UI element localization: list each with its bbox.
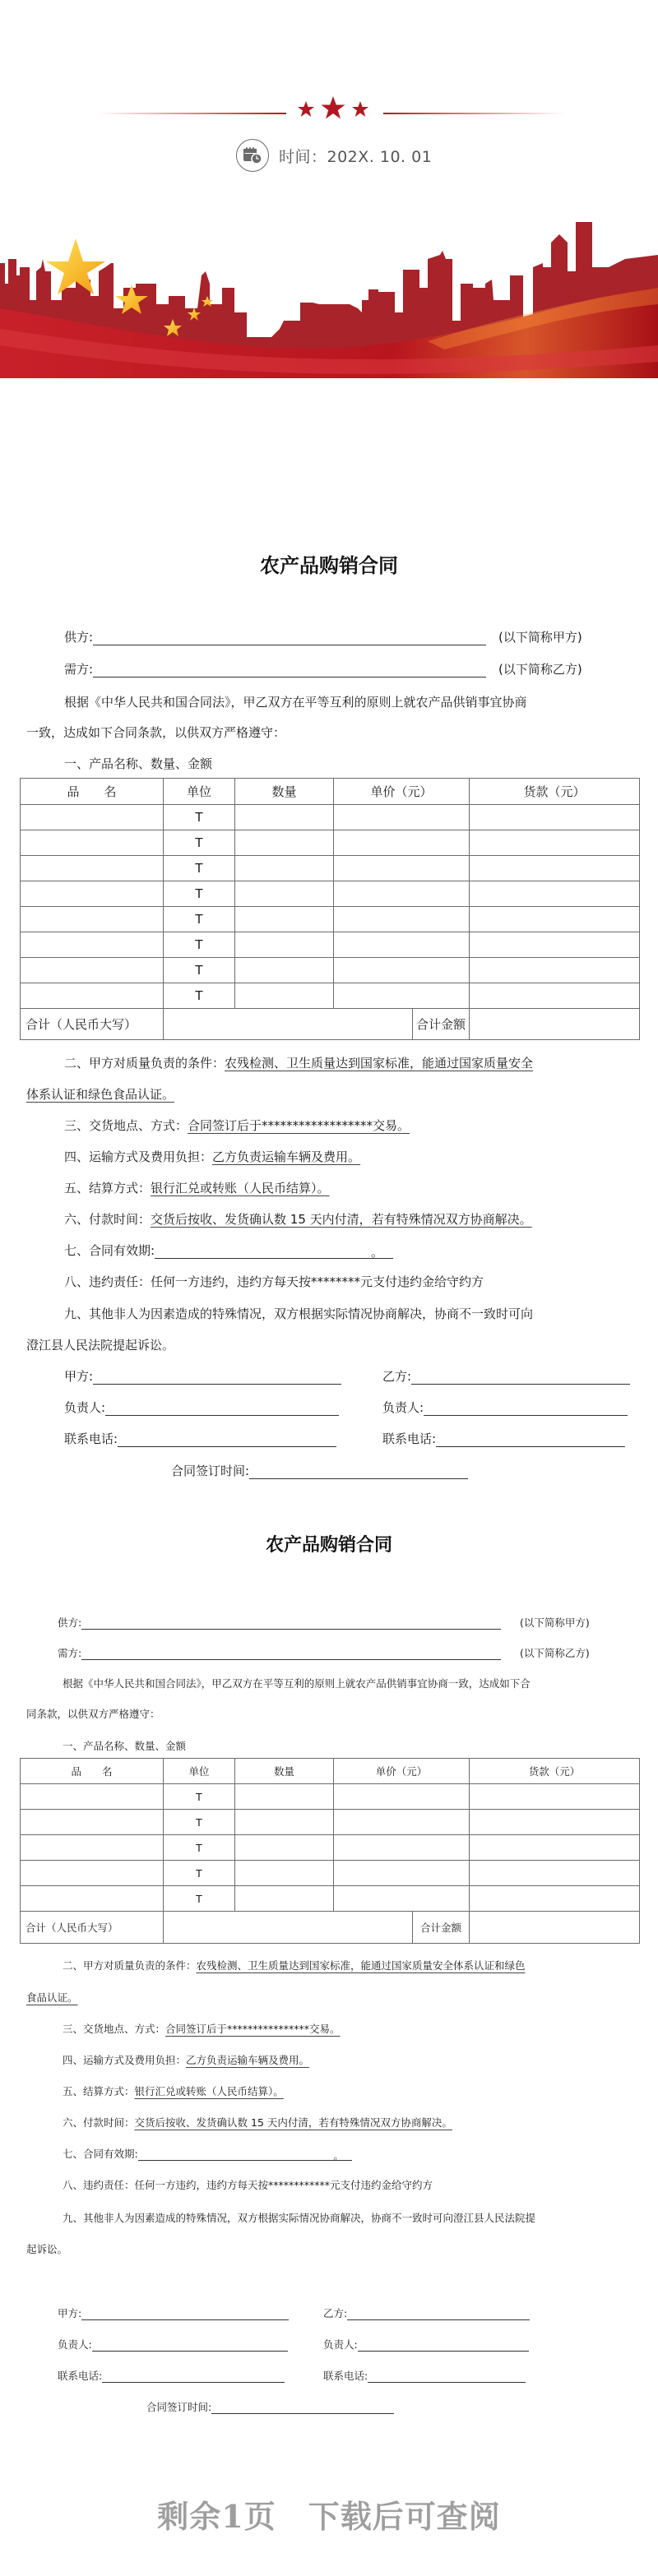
party-b-input[interactable] [411, 1369, 630, 1385]
cell-qty[interactable] [235, 932, 334, 958]
clause3-value: 合同签订后于****************交易。 [165, 2023, 341, 2035]
clause3 [63, 2021, 341, 2036]
clause5 [63, 2083, 284, 2098]
cell-unit: T [164, 907, 235, 932]
cell-name[interactable] [21, 856, 164, 881]
supplier-suffix: (以下简称甲方) [498, 630, 582, 645]
party-b-label: 乙方: [382, 1369, 412, 1384]
clause6 [64, 1210, 532, 1228]
cell-amount[interactable] [470, 983, 640, 1009]
cell-qty[interactable] [235, 1784, 334, 1810]
clause7-end: 。 [371, 1245, 384, 1260]
col-header-amount: 货款（元） [470, 1759, 640, 1784]
phone-a-label: 联系电话: [64, 1431, 118, 1446]
table-row [21, 881, 640, 907]
cell-price[interactable] [334, 1835, 470, 1861]
clause3-label: 三、交货地点、方式： [63, 2023, 166, 2035]
three-stars-icon [292, 92, 374, 125]
col-header-unit: 单位 [164, 779, 235, 805]
supplier-input[interactable] [93, 630, 486, 645]
cell-price[interactable] [334, 1810, 470, 1835]
table-row [21, 805, 640, 830]
phone-a-input[interactable] [102, 2370, 285, 2383]
cell-unit: T [164, 881, 235, 907]
clause2-continued: 食品认证。 [26, 1991, 78, 2004]
contract2-buyer-row [58, 1645, 501, 1660]
total-amount-cell[interactable] [470, 1009, 640, 1040]
cell-price[interactable] [334, 1784, 470, 1810]
cell-qty[interactable] [235, 805, 334, 830]
cell-amount[interactable] [470, 856, 640, 881]
cell-name[interactable] [21, 983, 164, 1009]
cell-qty[interactable] [235, 881, 334, 907]
clause2-label: 二、甲方对质量负责的条件： [63, 1959, 197, 1972]
person-a-label: 负责人: [64, 1400, 106, 1415]
cell-price[interactable] [334, 1861, 470, 1886]
clause2 [64, 1054, 533, 1071]
person-b-input[interactable] [358, 2338, 529, 2352]
sign-party-a [58, 2305, 289, 2320]
clause9-line1: 九、其他非人为因素造成的特殊情况，双方根据实际情况协商解决，协商不一致时可向澄江县人民法院提 [63, 2212, 536, 2224]
clause5-label: 五、结算方式： [63, 2085, 135, 2097]
date-row [236, 137, 432, 173]
star-icon [352, 101, 368, 117]
table-row [21, 907, 640, 932]
cell-unit: T [164, 1784, 235, 1810]
buyer-suffix: (以下简称乙方) [520, 1647, 590, 1659]
sign-person-b [323, 2337, 529, 2352]
sign-date-input[interactable] [249, 1464, 468, 1479]
table-row [21, 830, 640, 856]
cell-name[interactable] [21, 805, 164, 830]
buyer-input[interactable] [93, 662, 486, 678]
clause2-value: 农残检测、卫生质量达到国家标准，能通过国家质量安全体系认证和绿色 [196, 1959, 526, 1972]
cell-amount[interactable] [470, 958, 640, 983]
cell-price[interactable] [334, 958, 470, 983]
table-total-row [21, 1009, 640, 1040]
cell-amount[interactable] [470, 1835, 640, 1861]
cell-unit: T [164, 1810, 235, 1835]
cell-price[interactable] [334, 932, 470, 958]
sign-party-b [382, 1367, 630, 1385]
cell-amount[interactable] [470, 1784, 640, 1810]
table-total-row [21, 1912, 640, 1944]
table-row [21, 983, 640, 1009]
sign-person-b [382, 1399, 628, 1416]
intro-line1: 根据《中华人民共和国合同法》，甲乙双方在平等互利的原则上就农产品供销事宜协商一致，达成如下合 [63, 1677, 531, 1690]
party-a-input[interactable] [93, 1369, 341, 1385]
cell-unit: T [164, 983, 235, 1009]
cell-amount[interactable] [470, 881, 640, 907]
total-words-cell[interactable] [164, 1009, 413, 1040]
sign-date [146, 2399, 394, 2414]
clause5-label: 五、结算方式： [64, 1181, 151, 1196]
person-b-label: 负责人: [323, 2338, 358, 2351]
sign-date-label: 合同签订时间: [146, 2401, 212, 2413]
col-header-name: 品 名 [21, 1759, 164, 1784]
cell-unit: T [164, 1861, 235, 1886]
cell-qty[interactable] [235, 830, 334, 856]
sign-date-label: 合同签订时间: [171, 1464, 250, 1478]
total-label: 合计（人民币大写） [21, 1912, 164, 1944]
col-header-name: 品 名 [21, 779, 164, 805]
phone-b-label: 联系电话: [382, 1431, 437, 1446]
table-row [21, 856, 640, 881]
intro-line1: 根据《中华人民共和国合同法》，甲乙双方在平等互利的原则上就农产品供销事宜协商 [64, 695, 527, 710]
table-row [21, 932, 640, 958]
cell-qty[interactable] [235, 1835, 334, 1861]
clause4-value: 乙方负责运输车辆及费用。 [212, 1149, 361, 1164]
intro-line2: 同条款，以供双方严格遵守： [26, 1708, 160, 1720]
phone-a-input[interactable] [118, 1431, 336, 1447]
contract1-buyer-row [64, 660, 486, 678]
clause3 [64, 1117, 410, 1134]
sign-phone-b [323, 2368, 526, 2383]
phone-b-label: 联系电话: [323, 2370, 368, 2382]
clause2-value: 农残检测、卫生质量达到国家标准，能通过国家质量安全 [225, 1056, 534, 1071]
sign-phone-a [64, 1430, 336, 1447]
person-b-label: 负责人: [382, 1400, 424, 1415]
cell-qty[interactable] [235, 907, 334, 932]
contract2-supplier-row [58, 1615, 501, 1630]
cell-qty[interactable] [235, 1861, 334, 1886]
supplier-input[interactable] [81, 1616, 501, 1630]
clause7-end: 。 [333, 2149, 344, 2162]
cell-amount[interactable] [470, 907, 640, 932]
star-icon [322, 96, 345, 119]
total-label: 合计（人民币大写） [21, 1009, 164, 1040]
clause3-label: 三、交货地点、方式： [64, 1118, 188, 1133]
person-a-input[interactable] [105, 1400, 339, 1416]
cell-unit: T [164, 958, 235, 983]
sign-person-a [64, 1399, 339, 1416]
sign-person-a [58, 2337, 288, 2352]
clause4-label: 四、运输方式及费用负担： [63, 2054, 187, 2066]
contract1-title: 农产品购销合同 [260, 554, 398, 577]
supplier-suffix: (以下简称甲方) [520, 1616, 590, 1629]
col-header-price: 单价（元） [334, 779, 470, 805]
party-a-label: 甲方: [64, 1369, 94, 1384]
contract1-goods-table [20, 778, 640, 1040]
total-amount-label: 合计金额 [413, 1912, 470, 1944]
clause6-label: 六、付款时间： [63, 2116, 135, 2129]
table-row [21, 1810, 640, 1835]
section1-heading: 一、产品名称、数量、金额 [64, 756, 213, 771]
clause2 [63, 1958, 526, 1972]
clause6-value: 交货后按收、发货确认数 15 天内付清，若有特殊情况双方协商解决。 [151, 1212, 532, 1227]
phone-a-label: 联系电话: [58, 2370, 103, 2382]
clause8: 八、违约责任：任何一方违约，违约方每天按************元支付违约金给守约方 [63, 2179, 433, 2191]
cell-name[interactable] [21, 958, 164, 983]
total-amount-label: 合计金额 [413, 1009, 470, 1040]
clause5 [64, 1179, 330, 1196]
cell-unit: T [164, 932, 235, 958]
party-a-input[interactable] [81, 2307, 289, 2320]
col-header-qty: 数量 [235, 779, 334, 805]
clause3-value: 合同签订后于******************交易。 [188, 1118, 410, 1133]
clause4 [63, 2052, 309, 2067]
intro-line2: 一致，达成如下合同条款，以供双方严格遵守： [26, 725, 286, 740]
cell-price[interactable] [334, 1886, 470, 1912]
remaining-pages-notice[interactable]: 剩余1页 下载后可查阅 [157, 2498, 501, 2535]
supplier-label: 供方: [58, 1616, 82, 1629]
cell-amount[interactable] [470, 1886, 640, 1912]
col-header-qty: 数量 [235, 1759, 334, 1784]
contract2-title: 农产品购销合同 [265, 1535, 392, 1556]
table-row [21, 958, 640, 983]
star-icon [298, 101, 314, 117]
cell-amount[interactable] [470, 830, 640, 856]
contract1-supplier-row [64, 628, 486, 645]
clause5-value: 银行汇兑或转账（人民币结算）。 [151, 1181, 330, 1196]
cell-unit: T [164, 856, 235, 881]
col-header-price: 单价（元） [334, 1759, 470, 1784]
party-a-label: 甲方: [58, 2307, 82, 2319]
cell-amount[interactable] [470, 932, 640, 958]
section1-heading: 一、产品名称、数量、金额 [63, 1740, 187, 1752]
calendar-clock-icon [236, 139, 269, 172]
clause6 [63, 2115, 452, 2130]
clause7 [64, 1242, 393, 1259]
buyer-suffix: (以下简称乙方) [498, 662, 582, 677]
cell-qty[interactable] [235, 983, 334, 1009]
sign-party-a [64, 1367, 341, 1385]
cell-price[interactable] [334, 805, 470, 830]
cell-name[interactable] [21, 1810, 164, 1835]
cell-unit: T [164, 1835, 235, 1861]
clause9-line2: 起诉讼。 [26, 2243, 68, 2255]
cell-price[interactable] [334, 907, 470, 932]
clause8: 八、违约责任：任何一方违约，违约方每天按********元支付违约金给守约方 [64, 1274, 484, 1289]
sign-date-input[interactable] [211, 2401, 394, 2414]
cell-qty[interactable] [235, 856, 334, 881]
skyline-flag-banner [0, 222, 658, 378]
table-row [21, 1861, 640, 1886]
clause6-label: 六、付款时间： [64, 1212, 151, 1227]
clause9-line1: 九、其他非人为因素造成的特殊情况，双方根据实际情况协商解决，协商不一致时可向 [64, 1306, 534, 1321]
clause2-continued: 体系认证和绿色食品认证。 [26, 1087, 175, 1102]
header-divider-right [383, 113, 564, 114]
sign-date [171, 1462, 468, 1479]
cell-price[interactable] [334, 830, 470, 856]
cell-unit: T [164, 805, 235, 830]
table-header-row [21, 779, 640, 805]
validity-input[interactable] [155, 1243, 393, 1259]
cell-price[interactable] [334, 856, 470, 881]
clause6-value: 交货后按收、发货确认数 15 天内付清，若有特殊情况双方协商解决。 [134, 2116, 452, 2129]
person-a-label: 负责人: [58, 2338, 92, 2351]
clause7-label: 七、合同有效期: [63, 2148, 138, 2160]
cell-name[interactable] [21, 830, 164, 856]
sign-party-b [323, 2305, 530, 2320]
table-row [21, 1835, 640, 1861]
cell-amount[interactable] [470, 1861, 640, 1886]
date-text: 时间：202X. 10. 01 [279, 147, 433, 166]
clause4-value: 乙方负责运输车辆及费用。 [186, 2054, 310, 2066]
cell-qty[interactable] [235, 958, 334, 983]
phone-b-input[interactable] [368, 2370, 526, 2383]
cell-name[interactable] [21, 1784, 164, 1810]
party-b-input[interactable] [347, 2307, 530, 2320]
contract2-goods-table [20, 1758, 640, 1944]
supplier-label: 供方: [64, 630, 94, 645]
cell-name[interactable] [21, 1861, 164, 1886]
table-row [21, 1784, 640, 1810]
cell-amount[interactable] [470, 805, 640, 830]
party-b-label: 乙方: [323, 2307, 348, 2319]
clause7-label: 七、合同有效期: [64, 1243, 155, 1258]
cell-unit: T [164, 1886, 235, 1912]
buyer-label: 需方: [64, 662, 94, 677]
col-header-amount: 货款（元） [470, 779, 640, 805]
sign-phone-b [382, 1430, 625, 1447]
clause9-line2: 澄江县人民法院提起诉讼。 [26, 1338, 175, 1353]
clause5-value: 银行汇兑或转账（人民币结算）。 [134, 2085, 284, 2097]
cell-price[interactable] [334, 983, 470, 1009]
cell-name[interactable] [21, 1835, 164, 1861]
cell-price[interactable] [334, 881, 470, 907]
cell-amount[interactable] [470, 1810, 640, 1835]
table-row [21, 1886, 640, 1912]
cell-name[interactable] [21, 932, 164, 958]
buyer-label: 需方: [58, 1647, 82, 1659]
buyer-input[interactable] [81, 1647, 501, 1660]
table-header-row [21, 1759, 640, 1784]
cell-unit: T [164, 830, 235, 856]
total-amount-cell[interactable] [470, 1912, 640, 1944]
cell-qty[interactable] [235, 1886, 334, 1912]
cell-name[interactable] [21, 881, 164, 907]
sign-phone-a [58, 2368, 285, 2383]
cell-name[interactable] [21, 1886, 164, 1912]
clause4-label: 四、运输方式及费用负担： [64, 1149, 213, 1164]
person-b-input[interactable] [424, 1400, 628, 1416]
total-words-cell[interactable] [164, 1912, 413, 1944]
clause2-label: 二、甲方对质量负责的条件： [64, 1056, 225, 1071]
phone-b-input[interactable] [436, 1431, 625, 1447]
person-a-input[interactable] [92, 2338, 288, 2352]
clause7 [63, 2146, 352, 2161]
cell-qty[interactable] [235, 1810, 334, 1835]
col-header-unit: 单位 [164, 1759, 235, 1784]
header-divider-left [97, 113, 286, 114]
clause4 [64, 1148, 360, 1165]
cell-name[interactable] [21, 907, 164, 932]
validity-input[interactable] [138, 2148, 352, 2161]
